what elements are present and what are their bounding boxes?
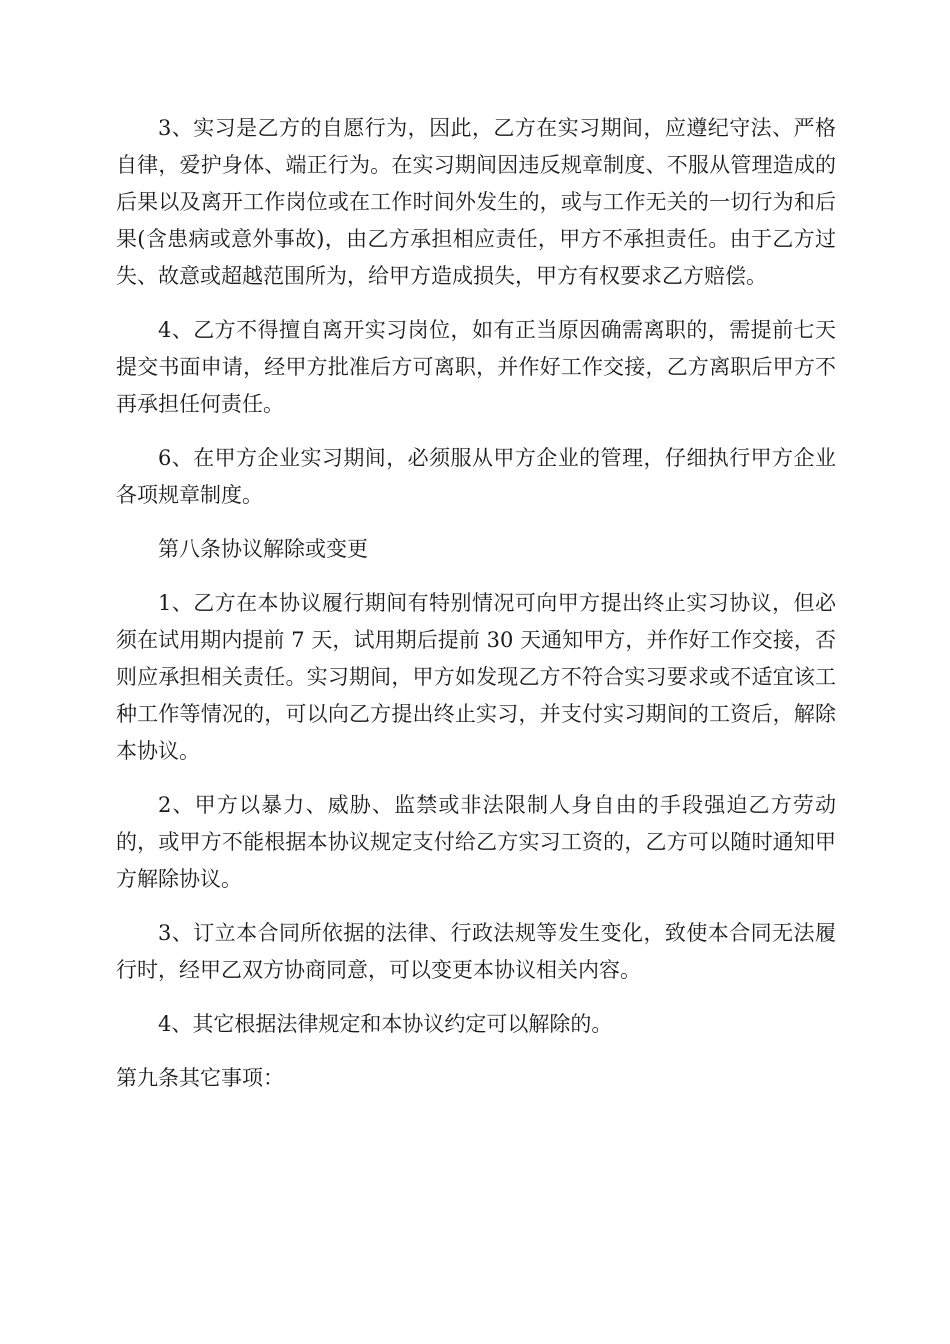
- article-8-clause-1-paragraph: 1、乙方在本协议履行期间有特别情况可向甲方提出终止实习协议，但必须在试用期内提前 7 天，试用期后提前 30 天通知甲方，并作好工作交接，否则应承担相关责任。实习期间，甲方如发现乙方不符合实习要求或不适宜该工种工作等情况的，可以向乙方提出终止实习，并支付实习期间的工资后，解除本协议。: [116, 591, 836, 763]
- document-body: [116, 110, 836, 1114]
- article-8-heading: 第八条协议解除或变更: [158, 537, 368, 561]
- clause-3-paragraph: 3、实习是乙方的自愿行为，因此，乙方在实习期间，应遵纪守法、严格自律，爱护身体、端正行为。在实习期间因违反规章制度、不服从管理造成的后果以及离开工作岗位或在工作时间外发生的，或与工作无关的一切行为和后果(含患病或意外事故)，由乙方承担相应责任，甲方不承担责任。由于乙方过失、故意或超越范围所为，给甲方造成损失，甲方有权要求乙方赔偿。: [116, 116, 836, 288]
- article-8-clause-4-paragraph: 4、其它根据法律规定和本协议约定可以解除的。: [158, 1012, 613, 1036]
- article-9-heading: 第九条其它事项：: [116, 1066, 284, 1090]
- article-8-clause-3-paragraph: 3、订立本合同所依据的法律、行政法规等发生变化，致使本合同无法履行时，经甲乙双方协商同意，可以变更本协议相关内容。: [116, 921, 836, 982]
- clause-4-paragraph: 4、乙方不得擅自离开实习岗位，如有正当原因确需离职的，需提前七天提交书面申请，经甲方批准后方可离职，并作好工作交接，乙方离职后甲方不再承担任何责任。: [116, 318, 836, 416]
- clause-6-paragraph: 6、在甲方企业实习期间，必须服从甲方企业的管理，仔细执行甲方企业各项规章制度。: [116, 446, 836, 507]
- article-8-clause-2-paragraph: 2、甲方以暴力、威胁、监禁或非法限制人身自由的手段强迫乙方劳动的，或甲方不能根据本协议规定支付给乙方实习工资的，乙方可以随时通知甲方解除协议。: [116, 793, 836, 891]
